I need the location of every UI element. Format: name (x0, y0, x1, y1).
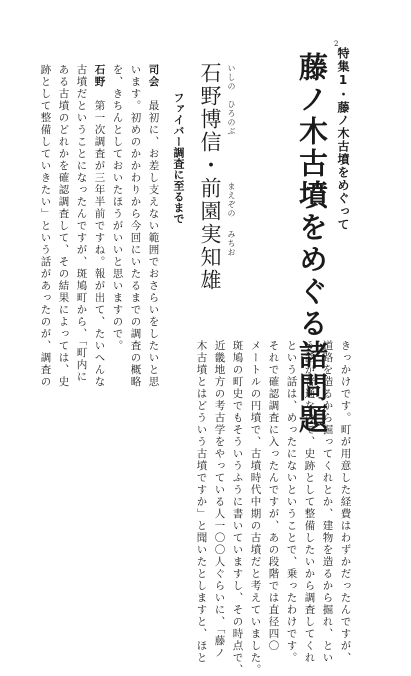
body-column: という話は、めったにないということで、乗ったわけです。 (285, 340, 298, 664)
body-text: 跡として整備していきたい」という話があったのが、調査の (39, 64, 52, 388)
speaker-label: 司会 (147, 64, 160, 88)
body-column: 近畿地方の考古学をやっている人一〇〇人ぐらいに、「藤ノ (213, 340, 226, 659)
body-text: ある古墳のどれかを確認調査して、その結果によっては、史 (57, 64, 70, 388)
body-column: 木古墳とはどういう古墳ですか」と聞いたとしますと、ほと (195, 340, 208, 664)
body-column: う話が普通なので、史跡として整備したいから調査してくれ (303, 340, 316, 664)
body-text: 最初に、お差し支えない範囲でおさらいをしたいと思 (147, 100, 160, 388)
body-column (58, 64, 69, 388)
body-text: います。初めのかかわりから今回にいたるまでの調査の概略 (129, 64, 142, 388)
author-ruby-maezono: まえぞの (227, 182, 236, 218)
body-column (130, 64, 141, 388)
body-text: を、きちんとしておいたほうがいいと思いますので。 (111, 64, 124, 352)
page-title: 藤ノ木古墳をめぐる諸問題 (295, 52, 329, 436)
author-ruby-michio: みちお (227, 230, 236, 257)
section-heading: ファイバー調査に至るまで (172, 92, 185, 224)
body-column: 道路を造るから掘ってくれとか、建物を造るから掘れ、とい (321, 340, 334, 664)
author-names: 石野博信・前園実知雄 (198, 62, 222, 292)
author-ruby-hironobu: ひろのぶ (227, 100, 236, 136)
body-column: それで確認調査に入ったんですが、あの段階では直径四〇 (267, 340, 280, 652)
body-column: 斑鳩の町史でもそういうふうに書いていますし、その時点で、 (231, 340, 244, 676)
body-column (94, 64, 105, 388)
body-text: 第一次調査が三年半前ですね。報が出て、たいへんな (93, 100, 106, 388)
page-number: 2 (334, 40, 339, 48)
series-label: 特集1・藤ノ木古墳をめぐって (336, 47, 350, 231)
body-column: きっかけです。町が用意した経費はわずかだったんですが、 (339, 340, 352, 664)
body-column (76, 64, 87, 383)
speaker-label: 石野 (93, 64, 106, 88)
body-column (112, 64, 123, 352)
author-ruby-ishino: いしの (227, 64, 236, 91)
body-column: メートルの円墳で、古墳時代中期の古墳だと考えていました。 (249, 340, 262, 676)
body-column (40, 64, 51, 388)
body-column (148, 64, 159, 388)
body-text: 古墳だということになったんですが、斑鳩町から、「町内に (75, 64, 88, 383)
